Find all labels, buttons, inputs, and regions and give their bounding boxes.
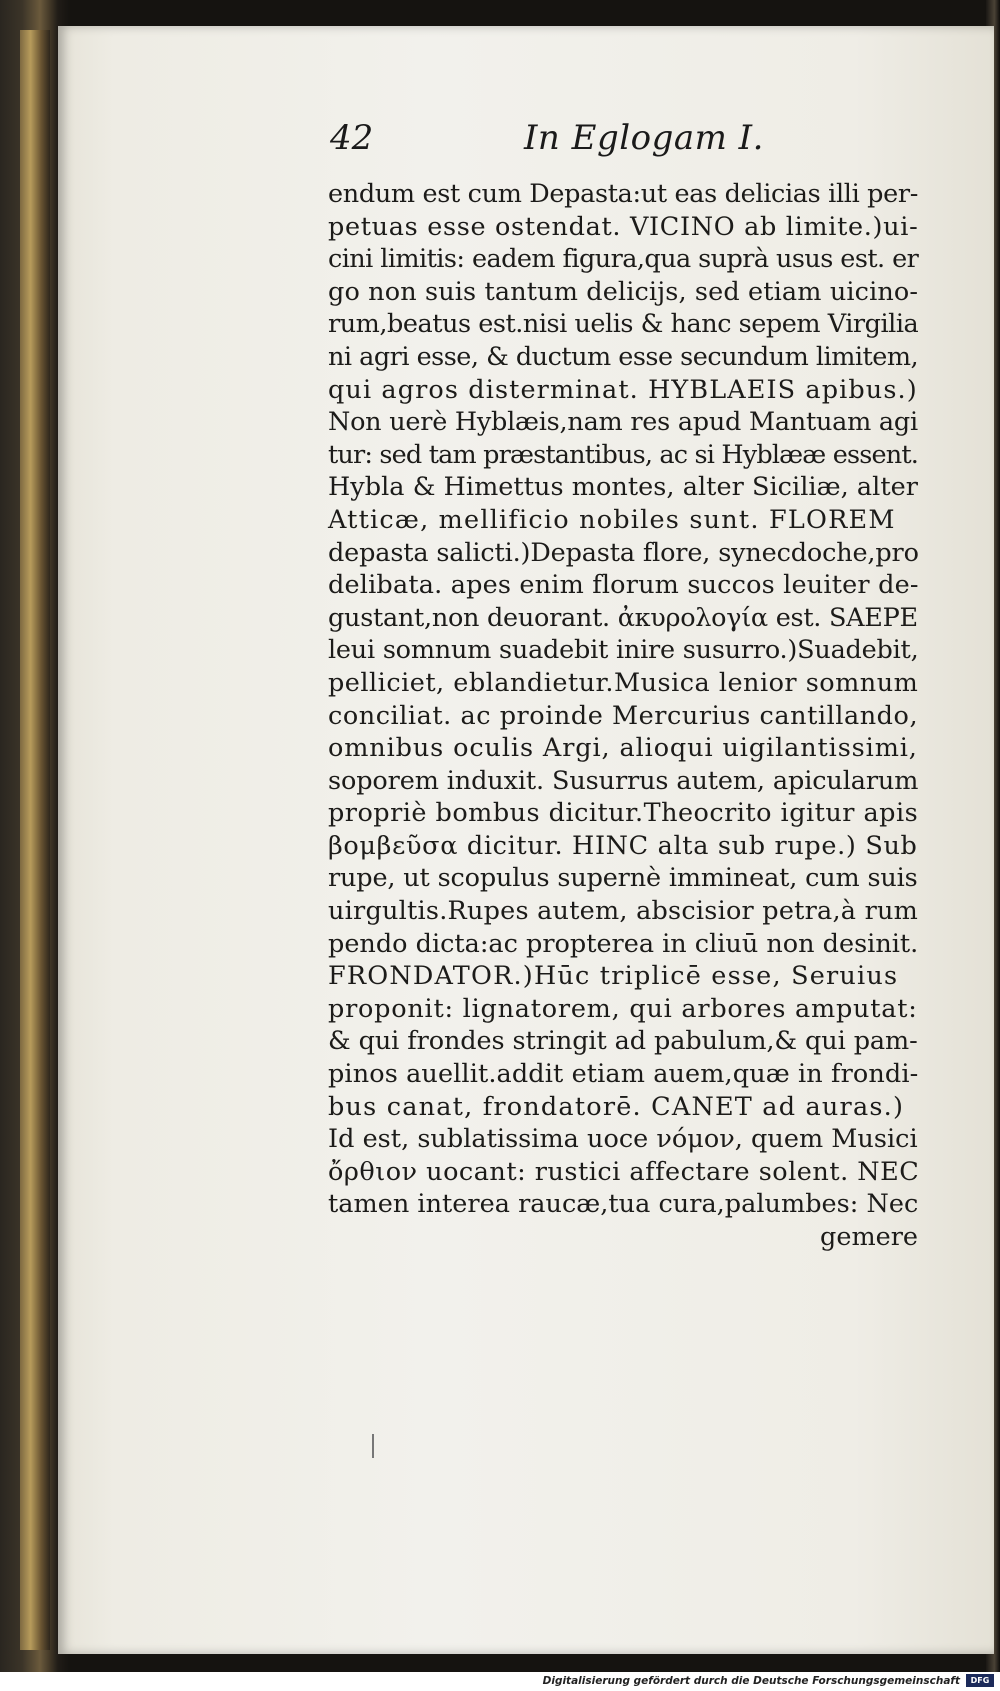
dfg-logo: DFG <box>966 1674 994 1687</box>
book-spine-edge <box>20 30 50 1650</box>
text-line: cini limitis: eadem figura,qua suprà usus est. er <box>328 244 919 275</box>
text-line: gemere <box>820 1222 918 1252</box>
text-line: depasta salicti.)Depasta flore, synecdoche,pro <box>328 537 919 568</box>
text-line: endum est cum Depasta:ut eas delicias illi per- <box>328 179 919 209</box>
running-title: In Eglogam I. <box>524 118 764 158</box>
funding-credit: Digitalisierung gefördert durch die Deutsche Forschungsgemeinschaft <box>542 1675 960 1687</box>
text-line: delibata. apes enim florum succos leuiter de- <box>328 570 919 601</box>
text-line: omnibus oculis Argi, alioqui uigilantissimi, <box>328 733 918 764</box>
text-line: go non suis tantum delicijs, sed etiam uicino- <box>328 276 919 307</box>
text-line: ὄρθιον uocant: rustici affectare solent. NEC <box>328 1156 920 1187</box>
text-line: Id est, sublatissima uoce νόμον, quem Musici <box>328 1124 918 1155</box>
text-line: qui agros disterminat. HYBLAEIS apibus.) <box>328 374 918 405</box>
text-line: soporem induxit. Susurrus autem, apicularum <box>328 765 919 796</box>
text-line: proponit: lignatorem, qui arbores amputat: <box>328 993 918 1024</box>
text-line: βομβεῦσα dicitur. HINC alta sub rupe.) Sub <box>328 830 918 861</box>
text-line: Hybla & Himettus montes, alter Siciliæ, alter <box>328 472 919 503</box>
text-line: bus canat, frondatorē. CANET ad auras.) <box>328 1091 905 1122</box>
text-line: pendo dicta:ac propterea in cliuū non desinit. <box>328 928 919 959</box>
text-line: tamen interea raucæ,tua cura,palumbes: Nec <box>328 1189 919 1220</box>
text-line: pinos auellit.addit etiam auem,quæ in frondi- <box>328 1059 919 1090</box>
page-number: 42 <box>330 118 374 158</box>
body-text <box>328 178 918 1254</box>
text-line: rum,beatus est.nisi uelis & hanc sepem Virgilia <box>328 309 919 340</box>
text-line: FRONDATOR.)Hūc triplicē esse, Seruius <box>328 961 899 992</box>
text-line: petuas esse ostendat. VICINO ab limite.)ui- <box>328 211 919 242</box>
text-line: ni agri esse, & ductum esse secundum limitem, <box>328 341 919 372</box>
text-line: leui somnum suadebit inire susurro.)Suadebit, <box>328 635 919 666</box>
text-line: tur: sed tam præstantibus, ac si Hyblææ essent. <box>328 439 919 470</box>
text-line: uirgultis.Rupes autem, abscisior petra,à rum <box>328 896 919 927</box>
text-line: rupe, ut scopulus supernè immineat, cum suis <box>328 863 918 894</box>
ink-mark <box>372 1434 374 1458</box>
text-line: propriè bombus dicitur.Theocrito igitur apis <box>328 798 919 829</box>
page-header <box>270 118 910 178</box>
text-line: & qui frondes stringit ad pabulum,& qui pam- <box>328 1026 918 1057</box>
text-line: gustant,non deuorant. ἀκυρολογία est. SAEPE <box>328 602 918 633</box>
text-line: Atticæ, mellificio nobiles sunt. FLOREM <box>328 504 896 535</box>
text-line: Non uerè Hyblæis,nam res apud Mantuam agi <box>328 407 918 438</box>
text-line: conciliat. ac proinde Mercurius cantillando, <box>328 700 919 731</box>
footer-bar <box>0 1672 1000 1691</box>
text-line: pelliciet, eblandietur.Musica lenior somnum <box>328 667 919 698</box>
